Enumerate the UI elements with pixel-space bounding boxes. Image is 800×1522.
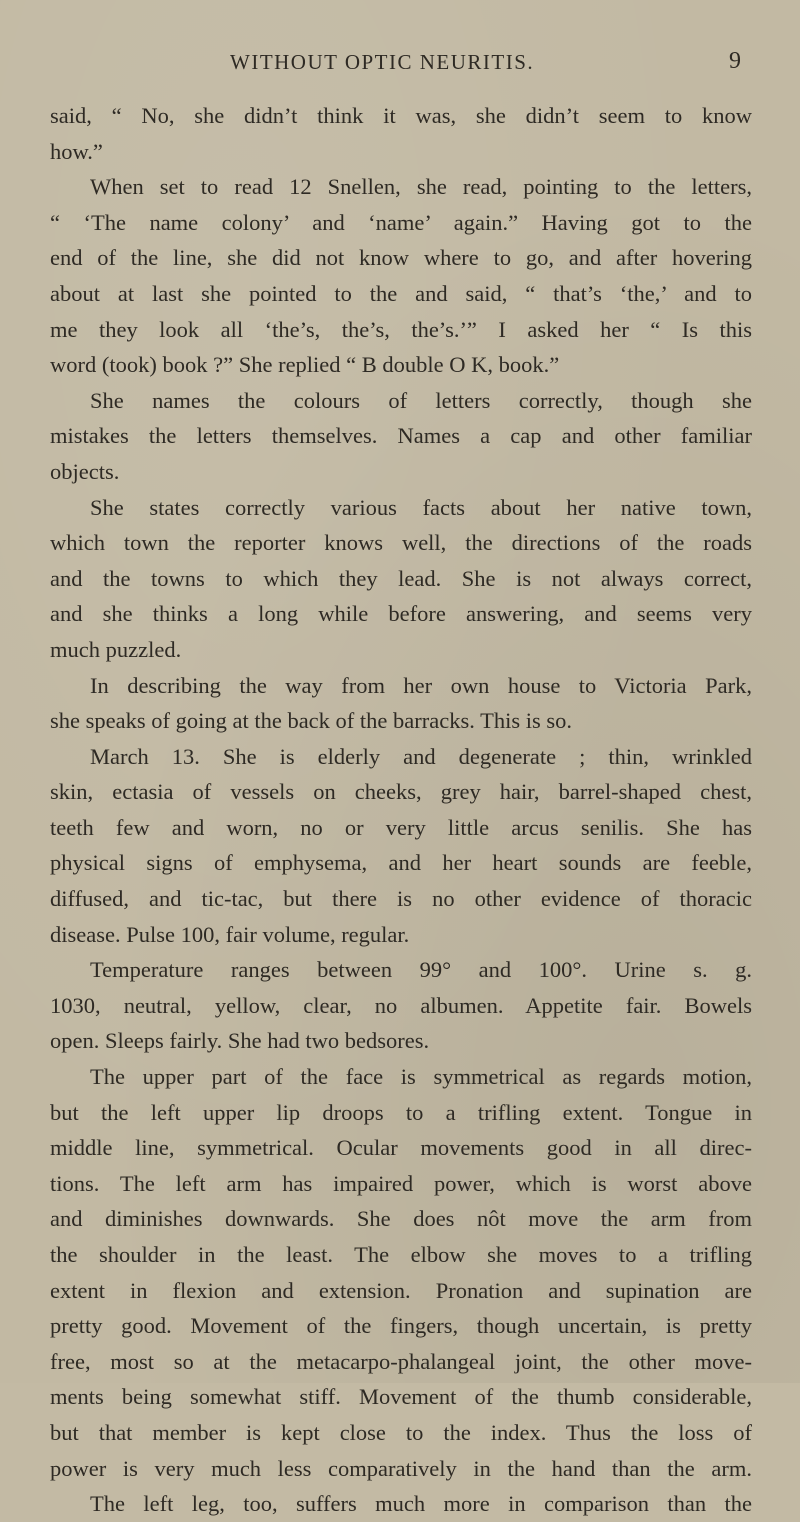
text-line: extent in flexion and extension. Pronation and supination are [50,1277,752,1303]
text-line: When set to read 12 Snellen, she read, pointing to the letters, [90,174,752,200]
text-line: word (took) book ?” She replied “ B double O K, book.” [50,352,560,378]
text-line: teeth few and worn, no or very little arcus senilis. She has [50,814,752,840]
page-number: 9 [729,48,741,74]
text-line: tions. The left arm has impaired power, which is worst above [50,1170,752,1196]
text-line: said, “ No, she didn’t think it was, she didn’t seem to know [50,103,752,128]
text-line: She states correctly various facts about her native town, [90,494,752,520]
text-line: “ ‘The name colony’ and ‘name’ again.” Having got to the [50,209,752,235]
text-line: objects. [50,458,120,484]
text-line: The upper part of the face is symmetrical as regards motion, [90,1064,752,1090]
text-line: The left leg, too, suffers much more in comparison than the [90,1491,752,1517]
text-line: and the towns to which they lead. She is not always correct, [50,565,752,591]
text-line: In describing the way from her own house to Victoria Park, [90,672,752,698]
text-line: open. Sleeps fairly. She had two bedsores. [50,1028,430,1054]
text-line: disease. Pulse 100, fair volume, regular. [50,921,410,947]
text-line: how.” [50,138,103,164]
text-line: Temperature ranges between 99° and 100°. Urine s. g. [90,957,752,983]
text-line: free, most so at the metacarpo-phalangeal joint, the other move- [50,1348,752,1374]
text-line: but the left upper lip droops to a trifling extent. Tongue in [50,1099,752,1125]
text-line: she speaks of going at the back of the barracks. This is so. [50,708,572,734]
body-text [50,98,752,1522]
running-title: WITHOUT OPTIC NEURITIS. [230,50,535,74]
text-line: and she thinks a long while before answering, and seems very [50,601,752,627]
text-line: March 13. She is elderly and degenerate ; thin, wrinkled [90,743,752,769]
text-line: the shoulder in the least. The elbow she moves to a trifling [50,1242,752,1267]
text-line: about at last she pointed to the and said, “ that’s ‘the,’ and to [50,280,752,306]
text-line: skin, ectasia of vessels on cheeks, grey hair, barrel-shaped chest, [50,779,752,805]
text-line: 1030, neutral, yellow, clear, no albumen. Appetite fair. Bowels [50,992,752,1018]
text-line: me they look all ‘the’s, the’s, the’s.’” I asked her “ Is this [50,316,752,342]
text-line: which town the reporter knows well, the directions of the roads [50,530,752,556]
text-line: mistakes the letters themselves. Names a cap and other familiar [50,423,752,449]
text-line: She names the colours of letters correctly, though she [90,387,752,413]
running-head [0,50,800,84]
text-line: and diminishes downwards. She does nôt move the arm from [50,1206,752,1232]
text-line: ments being somewhat stiff. Movement of the thumb considerable, [50,1384,752,1410]
text-line: but that member is kept close to the index. Thus the loss of [50,1419,752,1445]
text-line: physical signs of emphysema, and her heart sounds are feeble, [50,850,752,876]
text-line: end of the line, she did not know where to go, and after hovering [50,245,752,271]
text-line: much puzzled. [50,636,182,662]
text-line: middle line, symmetrical. Ocular movements good in all direc- [50,1135,752,1161]
text-line: diffused, and tic-tac, but there is no other evidence of thoracic [50,886,752,912]
text-line: pretty good. Movement of the fingers, though uncertain, is pretty [50,1313,752,1339]
text-line: power is very much less comparatively in the hand than the arm. [50,1455,752,1481]
